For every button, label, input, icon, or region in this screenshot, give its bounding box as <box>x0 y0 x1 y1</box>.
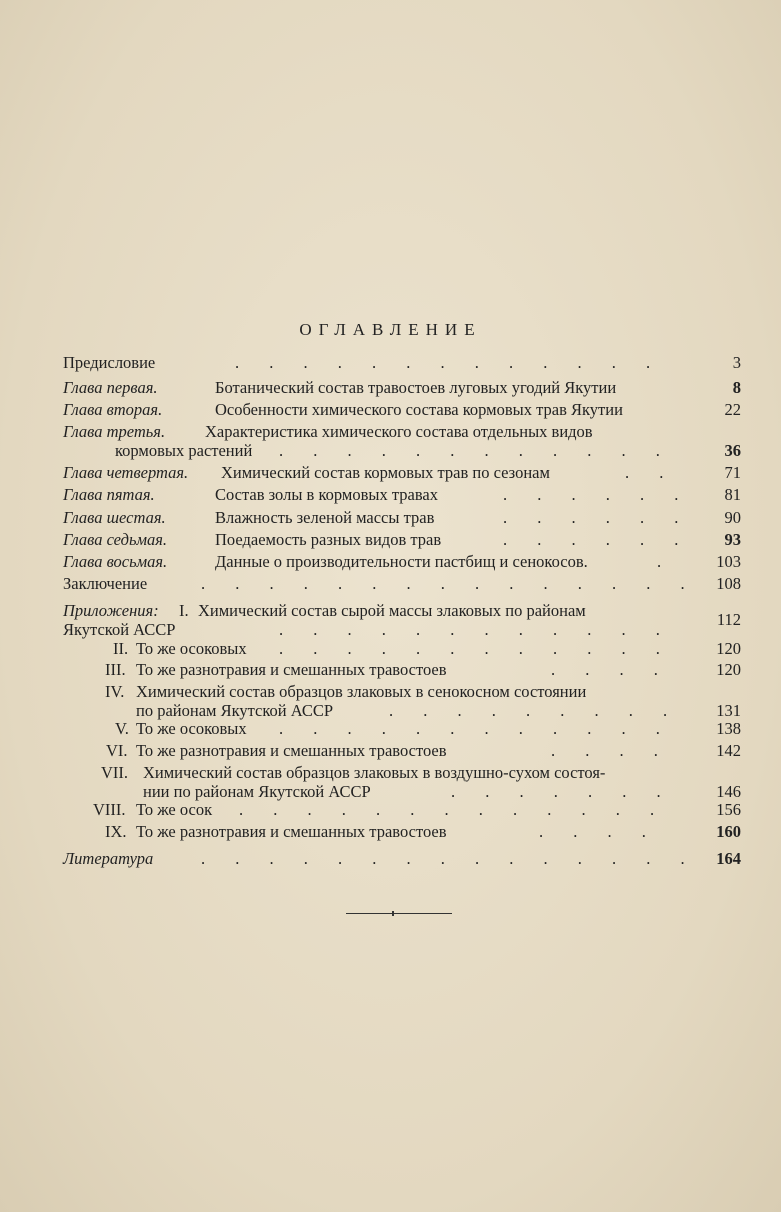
appendix-item-dots: . . . . . . . . . . . . <box>279 719 673 738</box>
appendix-item-number: VI. <box>106 741 128 760</box>
toc-entry-page: 3 <box>732 353 741 372</box>
appendix-item-page: 142 <box>716 741 741 760</box>
appendix-item-page: 120 <box>716 639 741 658</box>
appendix-item-text: Химический состав образцов злаковых в сенокосном состоянии <box>136 682 587 701</box>
toc-entry-dots: . . . . . . . . . . . . . <box>235 353 664 372</box>
toc-entry-dots: . . . . . . <box>503 530 692 549</box>
toc-entry-chapter-6 <box>63 507 741 528</box>
appendix-item-text: То же осок <box>136 800 213 819</box>
appendix-item-dots: . . . . . . . . . . . . <box>279 639 673 658</box>
toc-entry-dots: . . . . . . . . . . . . . . . <box>201 849 698 868</box>
appendix-item-number: VIII. <box>93 800 126 819</box>
toc-entry-page: 164 <box>716 849 741 868</box>
appendix-item-text-continued: Якутской АССР <box>63 620 176 639</box>
appendix-item-page: 131 <box>716 701 741 720</box>
appendix-item-page: 112 <box>716 610 741 629</box>
appendix-item-number: VII. <box>101 763 129 782</box>
toc-entry-text: Поедаемость разных видов трав <box>215 530 442 549</box>
decorative-rule <box>346 913 452 914</box>
toc-entry-label: Глава седьмая. <box>63 530 168 549</box>
appendix-item-dots: . . . . <box>551 741 671 760</box>
toc-entry-chapter-1 <box>63 377 741 398</box>
appendix-item-page: 160 <box>716 822 741 841</box>
appendix-item-text-continued: нии по районам Якутской АССР <box>143 782 371 801</box>
toc-entry-page: 71 <box>724 463 741 482</box>
toc-entry-text: Характеристика химического состава отдельных видов <box>205 422 593 441</box>
toc-entry-page: 8 <box>732 378 741 397</box>
appendix-item-number: IX. <box>105 822 127 841</box>
toc-entry-text-continued: кормовых растений <box>115 441 253 460</box>
toc-entry-text: Ботанический состав травостоев луговых угодий Якутии <box>215 378 617 397</box>
toc-entry-text: Данные о производительности пастбищ и сенокосов. <box>215 552 588 571</box>
toc-appendix-7 <box>63 762 741 804</box>
appendix-item-text-continued: по районам Якутской АССР <box>136 701 334 720</box>
toc-entry-dots: . . <box>625 463 677 482</box>
toc-entry-label: Глава шестая. <box>63 508 166 527</box>
toc-entry-chapter-5 <box>63 484 741 505</box>
toc-entry-label: Заключение <box>63 574 148 593</box>
appendix-item-number: IV. <box>105 682 125 701</box>
toc-entry-page: 36 <box>724 441 741 460</box>
toc-entry-label: Глава пятая. <box>63 485 155 504</box>
toc-entry-chapter-2 <box>63 399 741 420</box>
appendix-item-dots: . . . . . . . . . <box>389 701 681 720</box>
appendix-item-text: То же разнотравия и смешанных травостоев <box>136 822 447 841</box>
appendix-item-dots: . . . . <box>551 660 671 679</box>
appendix-item-text: То же осоковых <box>136 719 247 738</box>
toc-entry-text: Влажность зеленой массы трав <box>215 508 435 527</box>
toc-entry-label: Глава третья. <box>63 422 166 441</box>
appendix-item-text: То же разнотравия и смешанных травостоев <box>136 741 447 760</box>
toc-entry-text: Состав золы в кормовых травах <box>215 485 438 504</box>
toc-entry-preface <box>63 352 741 373</box>
appendix-item-number: II. <box>113 639 129 658</box>
appendix-item-text: Химический состав сырой массы злаковых по районам <box>198 601 586 620</box>
toc-entry-label: Предисловие <box>63 353 156 372</box>
appendix-item-text: То же осоковых <box>136 639 247 658</box>
toc-entry-label: Литература <box>63 849 154 868</box>
toc-entry-chapter-3 <box>63 421 741 463</box>
toc-entry-page: 93 <box>724 530 741 549</box>
toc-entry-text: Химический состав кормовых трав по сезонам <box>221 463 550 482</box>
toc-entry-label: Глава вторая. <box>63 400 163 419</box>
toc-entry-page: 108 <box>716 574 741 593</box>
appendix-item-page: 120 <box>716 660 741 679</box>
page-title: ОГЛАВЛЕНИЕ <box>299 320 482 339</box>
appendix-item-dots: . . . . . . . . . . . . <box>279 620 673 639</box>
appendix-item-page: 146 <box>716 782 741 801</box>
toc-entry-label: Глава первая. <box>63 378 158 397</box>
toc-entry-dots: . . . . . . <box>503 485 692 504</box>
appendix-item-number: I. <box>179 601 189 620</box>
appendix-item-dots: . . . . <box>539 822 659 841</box>
toc-entry-chapter-7 <box>63 529 741 550</box>
toc-entry-page: 103 <box>716 552 741 571</box>
appendix-item-page: 156 <box>716 800 741 819</box>
toc-entry-label: Глава восьмая. <box>63 552 168 571</box>
appendix-item-text: Химический состав образцов злаковых в воздушно-сухом состоя- <box>143 763 606 782</box>
toc-entry-conclusion <box>63 573 741 594</box>
appendix-item-dots: . . . . . . . . . . . . . <box>239 800 668 819</box>
toc-entry-label: Глава четвертая. <box>63 463 189 482</box>
toc-entry-chapter-4 <box>63 462 741 483</box>
appendix-item-number: III. <box>105 660 126 679</box>
toc-entry-dots: . . . . . . <box>503 508 692 527</box>
toc-entry-text: Особенности химического состава кормовых трав Якутии <box>215 400 623 419</box>
toc-entry-page: 22 <box>724 400 741 419</box>
appendix-item-page: 138 <box>716 719 741 738</box>
toc-entry-page: 81 <box>724 485 741 504</box>
toc-entry-dots: . . . . . . . . . . . . <box>279 441 673 460</box>
toc-entry-page: 90 <box>724 508 741 527</box>
toc-entry-dots: . . . . . . . . . . . . . . . <box>201 574 698 593</box>
toc-entry-dots: . <box>657 552 675 571</box>
toc-entry-chapter-8 <box>63 551 741 572</box>
toc-entry-literature <box>63 848 741 869</box>
appendix-item-number: V. <box>115 719 129 738</box>
appendix-label: Приложения: <box>63 601 159 620</box>
toc-appendix-4 <box>63 681 741 723</box>
toc-appendix-1 <box>63 600 741 642</box>
appendix-item-dots: . . . . . . . <box>451 782 674 801</box>
appendix-item-text: То же разнотравия и смешанных травостоев <box>136 660 447 679</box>
